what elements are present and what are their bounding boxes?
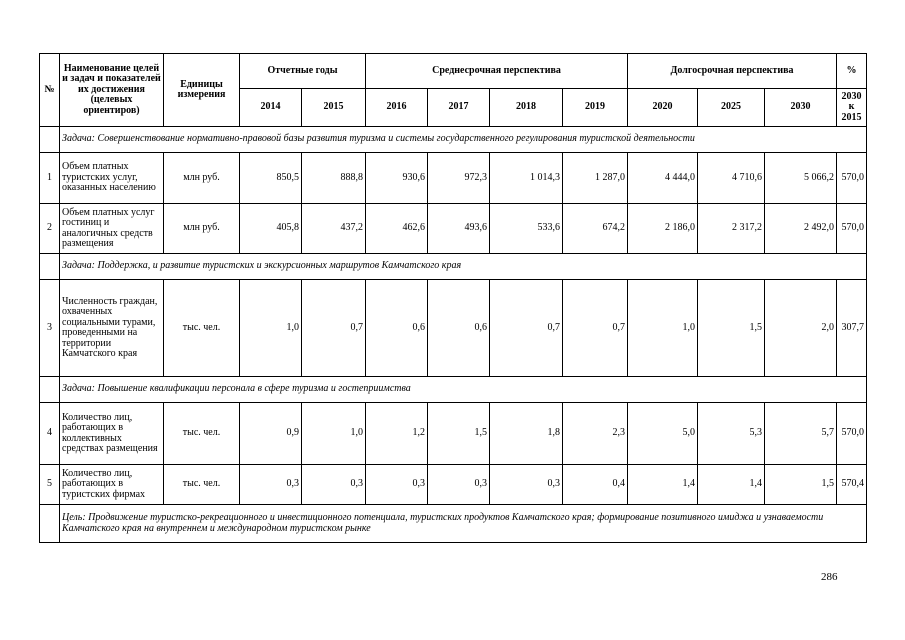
unit-cell: тыс. чел. xyxy=(164,403,240,465)
value-cell: 2 317,2 xyxy=(698,204,765,254)
task-row: Задача: Повышение квалификации персонала в сфере туризма и гостеприимства xyxy=(60,377,867,403)
value-cell: 888,8 xyxy=(302,153,366,204)
value-cell: 0,3 xyxy=(490,465,563,505)
header-pct: % xyxy=(837,54,867,89)
header-units: Единицы измерения xyxy=(164,54,240,127)
value-cell: 1,0 xyxy=(628,280,698,377)
pct-cell: 570,0 xyxy=(837,153,867,204)
header-year: 2014 xyxy=(240,89,302,127)
value-cell: 1,4 xyxy=(698,465,765,505)
row-number: 4 xyxy=(40,403,60,465)
value-cell: 1 287,0 xyxy=(563,153,628,204)
header-year: 2018 xyxy=(490,89,563,127)
header-year: 2015 xyxy=(302,89,366,127)
indicator-name: Количество лиц, работающих в коллективных средствах размещения xyxy=(60,403,164,465)
header-num: № xyxy=(40,54,60,127)
header-year: 2020 xyxy=(628,89,698,127)
value-cell: 1,0 xyxy=(240,280,302,377)
value-cell: 1,5 xyxy=(428,403,490,465)
value-cell: 1 014,3 xyxy=(490,153,563,204)
value-cell: 4 710,6 xyxy=(698,153,765,204)
pct-cell: 570,4 xyxy=(837,465,867,505)
header-long: Долгосрочная перспектива xyxy=(628,54,837,89)
value-cell: 1,8 xyxy=(490,403,563,465)
header-pct-sub: 2030 к 2015 xyxy=(837,89,867,127)
header-year: 2016 xyxy=(366,89,428,127)
pct-cell: 570,0 xyxy=(837,403,867,465)
header-year: 2025 xyxy=(698,89,765,127)
unit-cell: млн руб. xyxy=(164,153,240,204)
value-cell: 0,3 xyxy=(428,465,490,505)
unit-cell: млн руб. xyxy=(164,204,240,254)
value-cell: 437,2 xyxy=(302,204,366,254)
value-cell: 5,0 xyxy=(628,403,698,465)
page-number: 286 xyxy=(821,571,838,583)
header-year: 2017 xyxy=(428,89,490,127)
indicator-name: Объем платных услуг гостиниц и аналогичных средств размещения xyxy=(60,204,164,254)
value-cell: 1,2 xyxy=(366,403,428,465)
value-cell: 0,6 xyxy=(366,280,428,377)
row-number: 5 xyxy=(40,465,60,505)
row-number: 3 xyxy=(40,280,60,377)
value-cell: 850,5 xyxy=(240,153,302,204)
header-medium: Среднесрочная перспектива xyxy=(366,54,628,89)
task-row: Задача: Поддержка, и развитие туристских и экскурсионных маршрутов Камчатского края xyxy=(60,254,867,280)
header-year: 2019 xyxy=(563,89,628,127)
value-cell: 2,3 xyxy=(563,403,628,465)
value-cell: 0,3 xyxy=(366,465,428,505)
value-cell: 1,5 xyxy=(698,280,765,377)
value-cell: 462,6 xyxy=(366,204,428,254)
value-cell: 0,7 xyxy=(302,280,366,377)
indicator-name: Численность граждан, охваченных социальными турами, проведенными на территории Камчатского края xyxy=(60,280,164,377)
value-cell: 0,9 xyxy=(240,403,302,465)
unit-cell: тыс. чел. xyxy=(164,465,240,505)
goal-row: Цель: Продвижение туристско-рекреационного и инвестиционного потенциала, туристских продуктов Камчатского края; формирование позитивного имиджа и узнаваемости Камчатского края на внутреннем и международном туристском рынке xyxy=(60,505,867,543)
value-cell: 0,4 xyxy=(563,465,628,505)
header-reported: Отчетные годы xyxy=(240,54,366,89)
value-cell: 5,7 xyxy=(765,403,837,465)
row-number: 1 xyxy=(40,153,60,204)
value-cell: 405,8 xyxy=(240,204,302,254)
pct-cell: 570,0 xyxy=(837,204,867,254)
value-cell: 2,0 xyxy=(765,280,837,377)
header-year: 2030 xyxy=(765,89,837,127)
value-cell: 674,2 xyxy=(563,204,628,254)
value-cell: 493,6 xyxy=(428,204,490,254)
value-cell: 0,3 xyxy=(240,465,302,505)
indicators-table xyxy=(39,53,867,543)
header-name: Наименование целей и задач и показателей их достижения (целевых ориентиров) xyxy=(60,54,164,127)
value-cell: 1,0 xyxy=(302,403,366,465)
row-number: 2 xyxy=(40,204,60,254)
value-cell: 5 066,2 xyxy=(765,153,837,204)
value-cell: 2 186,0 xyxy=(628,204,698,254)
indicator-name: Количество лиц, работающих в туристских фирмах xyxy=(60,465,164,505)
value-cell: 930,6 xyxy=(366,153,428,204)
value-cell: 2 492,0 xyxy=(765,204,837,254)
task-row: Задача: Совершенствование нормативно-правовой базы развития туризма и системы государственного регулирования туристской деятельности xyxy=(60,127,867,153)
value-cell: 972,3 xyxy=(428,153,490,204)
value-cell: 1,5 xyxy=(765,465,837,505)
value-cell: 0,7 xyxy=(563,280,628,377)
unit-cell: тыс. чел. xyxy=(164,280,240,377)
value-cell: 5,3 xyxy=(698,403,765,465)
indicator-name: Объем платных туристских услуг, оказанных населению xyxy=(60,153,164,204)
value-cell: 1,4 xyxy=(628,465,698,505)
value-cell: 0,7 xyxy=(490,280,563,377)
value-cell: 0,3 xyxy=(302,465,366,505)
pct-cell: 307,7 xyxy=(837,280,867,377)
value-cell: 0,6 xyxy=(428,280,490,377)
value-cell: 533,6 xyxy=(490,204,563,254)
value-cell: 4 444,0 xyxy=(628,153,698,204)
